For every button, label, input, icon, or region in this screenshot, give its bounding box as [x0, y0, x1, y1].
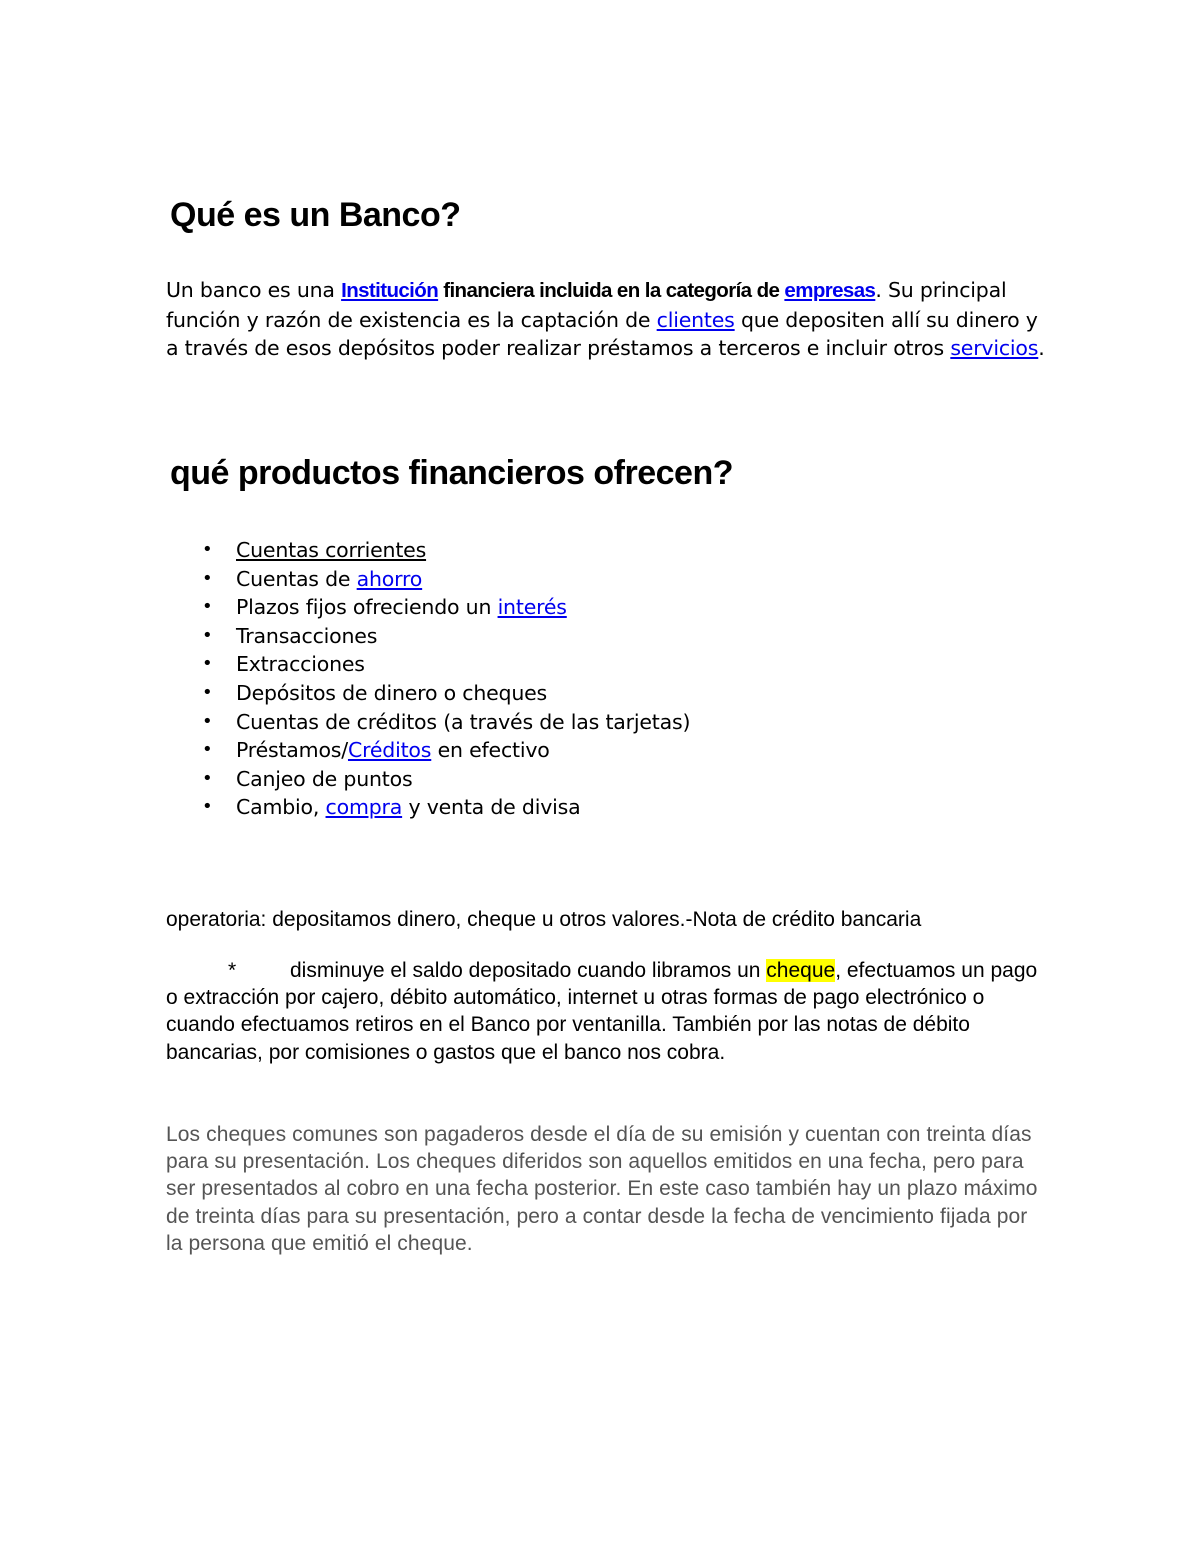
bullet-icon: •: [202, 596, 213, 618]
bullet-icon: •: [202, 624, 213, 646]
item-text: Cuentas de: [236, 566, 357, 591]
list-item: [166, 793, 690, 822]
link-clientes[interactable]: clientes: [656, 307, 735, 332]
link-institucion[interactable]: Institución: [341, 279, 439, 302]
paragraph-definicion-banco: [166, 276, 1046, 363]
list-item: [166, 565, 690, 594]
bullet-icon: •: [202, 681, 213, 703]
item-text: Plazos fijos ofreciendo un: [236, 595, 498, 620]
bullet-icon: •: [202, 796, 213, 818]
paragraph-cheques: Los cheques comunes son pagaderos desde el día de su emisión y cuentan con treinta días para su presentación. Los cheques diferidos son aquellos emitidos en una fecha, pero para ser presentados al cobro en una fecha posterior. En este caso también hay un plazo máximo de treinta días para su presentación, pero a contar desde la fecha de vencimiento fijada por la persona que emitió el cheque.: [166, 1123, 1038, 1255]
bullet-icon: •: [202, 767, 213, 789]
list-item: [166, 708, 690, 737]
products-list: [166, 536, 690, 822]
bullet-icon: •: [202, 567, 213, 589]
link-servicios[interactable]: servicios: [950, 336, 1039, 361]
item-text: y venta de divisa: [402, 795, 581, 820]
link-compra[interactable]: compra: [325, 795, 403, 820]
list-item: [166, 765, 690, 794]
list-item: [166, 650, 690, 679]
list-item: [166, 679, 690, 708]
item-text: en efectivo: [431, 738, 550, 763]
list-item: [166, 622, 690, 651]
text-fragment: , efectuamos un pago o extracción por cajero, débito automático, internet u otras formas de pago electrónico o cuando efectuamos retiros en el Banco por ventanilla. También por las notas de débito bancarias, por comisiones o gastos que el banco nos cobra.: [166, 959, 1038, 1064]
bold-text: financiera incluida en la categoría de: [438, 279, 785, 302]
bold-phrase: [341, 279, 875, 302]
list-item: [166, 536, 690, 565]
bullet-icon: •: [202, 710, 213, 732]
link-empresas[interactable]: empresas: [784, 279, 876, 302]
list-item: [166, 593, 690, 622]
heading-que-es-un-banco: Qué es un Banco?: [170, 196, 461, 234]
text-fragment: que depositen allí su dinero y a través de esos depósitos poder realizar préstamos a terceros e incluir otros: [166, 307, 1038, 361]
text-fragment: .: [1038, 336, 1045, 361]
item-text: Transacciones: [236, 623, 378, 648]
list-item: [166, 736, 690, 765]
item-text: Canjeo de puntos: [236, 766, 413, 791]
bullet-icon: •: [202, 739, 213, 761]
item-text: Cuentas de créditos (a través de las tarjetas): [236, 709, 691, 734]
item-text: Depósitos de dinero o cheques: [236, 680, 548, 705]
link-interes[interactable]: interés: [497, 595, 567, 620]
bullet-icon: •: [202, 653, 213, 675]
link-ahorro[interactable]: ahorro: [356, 566, 423, 591]
bullet-icon: •: [202, 539, 213, 560]
text-fragment: disminuye el saldo depositado cuando libramos un: [290, 959, 767, 982]
text-fragment: Un banco es una: [166, 278, 342, 302]
paragraph-disminuye: [166, 957, 1046, 1066]
item-text: Extracciones: [236, 652, 365, 677]
link-creditos[interactable]: Créditos: [347, 738, 432, 763]
item-text: Préstamos/: [236, 738, 348, 763]
highlighted-cheque: cheque: [766, 959, 836, 982]
text-fragment: . Su principal función y razón de existencia es la captación de: [166, 278, 1007, 332]
paragraph-operatoria: operatoria: depositamos dinero, cheque u otros valores.-Nota de crédito bancaria: [166, 908, 922, 931]
item-text: Cambio,: [236, 795, 326, 820]
item-text[interactable]: Cuentas corrientes: [236, 538, 427, 562]
heading-productos-financieros: qué productos financieros ofrecen?: [170, 454, 733, 492]
asterisk-marker: *: [228, 959, 237, 982]
